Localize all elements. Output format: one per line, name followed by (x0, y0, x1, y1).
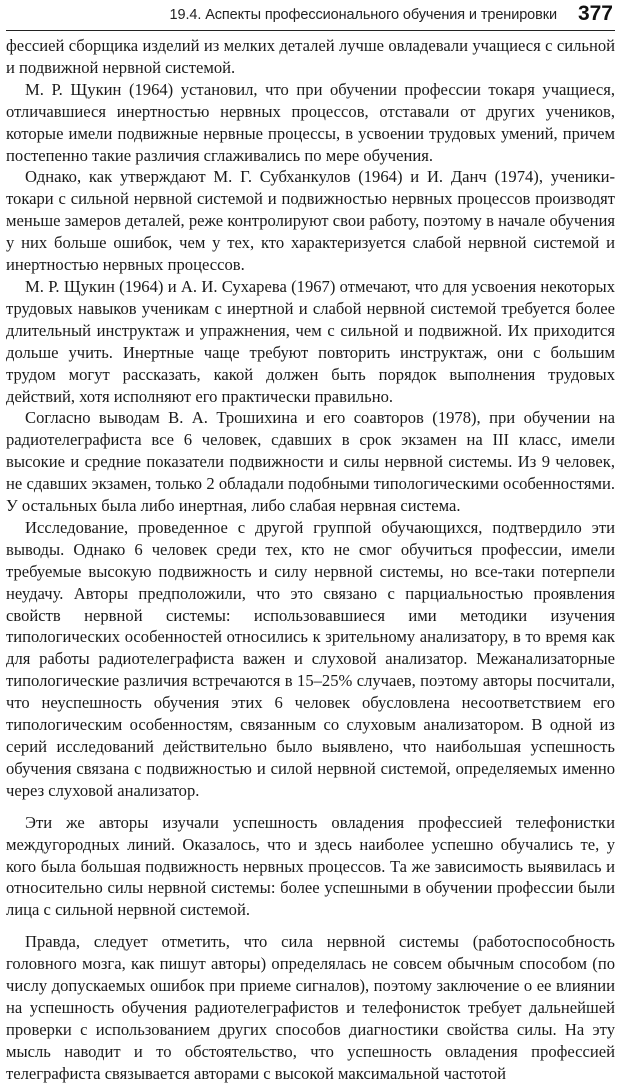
paragraph-1: фессией сборщика изделий из мелких деталей лучше овладевали учащиеся с сильной и подвижной нервной системой. (6, 36, 615, 77)
running-header (6, 0, 615, 31)
body-text (6, 35, 615, 1085)
paragraph-4: М. Р. Щукин (1964) и А. И. Сухарева (1967) отмечают, что для усвоения некоторых трудовых навыков ученикам с инертной и слабой нервной системой требуется более длительный инструктаж и упражнения, чем с сильной и подвижной. Их приходится дольше учить. Инертные чаще требуют повторить инструктаж, они с большим трудом могут рассказать, какой должен быть порядок выполнения трудовых действий, хотя исполняют его практически правильно. (6, 276, 615, 406)
paragraph-8: Правда, следует отметить, что сила нервной системы (работоспособность головного мозга, как пишут авторы) определялась не совсем обычным способом (по числу допускаемых ошибок при приеме сигналов), поэтому заключение о ее влиянии на успешность обучения радиотелеграфистов и телефонисток требует дальнейшей проверки с использованием других способов диагностики свойства силы. На эту мысль наводит и то обстоятельство, что успешность овладения профессией телеграфиста связывается авторами с высокой максимальной частотой (6, 932, 615, 1083)
paragraph-5: Согласно выводам В. А. Трошихина и его соавторов (1978), при обучении на радиотелеграфиста все 6 человек, сдавших в срок экзамен на III класс, имели высокие и средние показатели подвижности и силы нервной системы. Из 9 человек, не сдавших экзамен, только 2 обладали подобными типологическими особенностями. У остальных была либо инертная, либо слабая нервная система. (6, 408, 615, 516)
section-title: 19.4. Аспекты профессионального обучения и тренировки (169, 7, 557, 23)
page-number: 377 (577, 2, 613, 25)
paragraph-2: М. Р. Щукин (1964) установил, что при обучении профессии токаря учащиеся, отличавшиеся инертностью нервных процессов, отставали от других учеников, которые имели подвижные нервные процессы, в усвоении трудовых умений, причем постепенно такие различия сглаживались по мере обучения. (6, 79, 615, 165)
paragraph-6: Исследование, проведенное с другой группой обучающихся, подтвердило эти выводы. Однако 6 человек среди тех, кто не смог обучиться профессии, имели требуемые высокую подвижность и силу нервной системы, но все-таки потерпели неудачу. Авторы предположили, что это связано с парциальностью проявления свойств нервной системы: использовавшиеся ими методики изучения типологических особенностей относились к зрительному анализатору, в то время как для работы радиотелеграфиста важен и слуховой анализатор. Межанализаторные типологические различия встречаются в 15–25% случаев, поэтому авторы посчитали, что неуспешность обучения этих 6 человек обусловлена несоответствием его типологическим особенностям, связанным со слуховым анализатором. В одной из серий исследований действительно было выявлено, что наибольшая успешность обучения связана с подвижностью и силой нервной системой, определяемых именно через слуховой анализатор. (6, 517, 615, 800)
paragraph-7: Эти же авторы изучали успешность овладения профессией телефонистки междугородных линий. Оказалось, что и здесь наиболее успешно обучались те, у кого была большая подвижность нервных процессов. Та же зависимость выявилась и относительно силы нервной системы: более успешными в обучении профессии были лица с сильной нервной системой. (6, 812, 615, 920)
paragraph-3: Однако, как утверждают М. Г. Субханкулов (1964) и И. Данч (1974), ученики-токари с сильной нервной системой и подвижностью нервных процессов производят меньше замеров деталей, реже контролируют свои работу, поэтому в начале обучения у них больше ошибок, чем у тех, кто характеризуется слабой нервной системой и инертностью нервных процессов. (6, 167, 615, 275)
